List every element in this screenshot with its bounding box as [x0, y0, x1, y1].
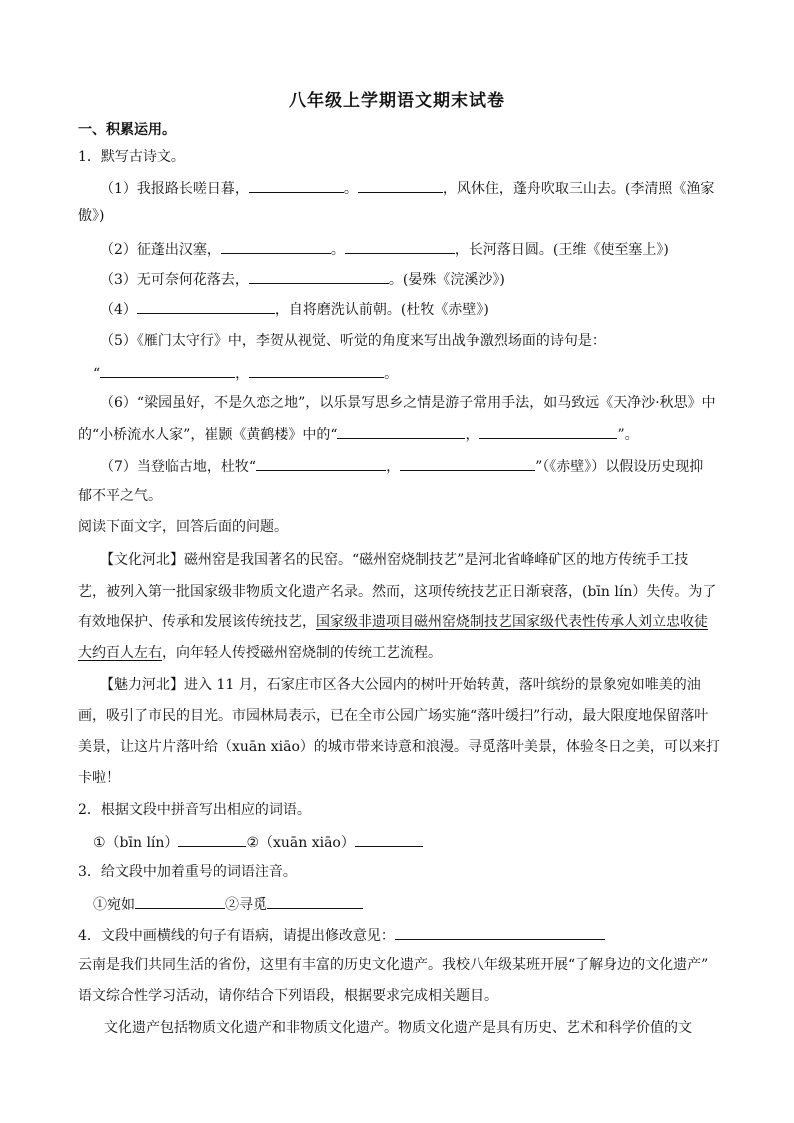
answer-blank[interactable]	[221, 238, 331, 254]
passage-2-line: 画，吸引了市民的目光。市园林局表示，已在全市公园广场实施“落叶缓扫”行动，最大限度地保留落叶	[78, 708, 709, 724]
passage-1-line: 有效地保护、传承和发展该传统技艺，国家级非遗项目磁州窑烧制技艺国家级代表性传承人刘立忠收徒	[78, 614, 708, 630]
passage-2-line: 卡啦！	[78, 770, 120, 786]
q1-item-3: （3）无可奈何花落去， 。(晏殊《浣溪沙》)	[100, 268, 505, 290]
question-2-stem: 2．根据文段中拼音写出相应的词语。	[78, 802, 311, 818]
question-1-stem: 1．默写古诗文。	[78, 149, 185, 165]
answer-blank[interactable]	[395, 924, 605, 940]
underlined-sentence: 国家级非遗项目磁州窑烧制技艺国家级代表性传承人刘立忠收徒	[316, 614, 708, 630]
q1-item-5: （5）《雁门太守行》中，李贺从视觉、听觉的角度来写出战争激烈场面的诗句是：	[100, 333, 606, 349]
q1-item-6-cont: 的“小桥流水人家”，崔颢《黄鹤楼》中的“ ， ”。	[78, 423, 639, 445]
answer-blank[interactable]	[358, 177, 443, 193]
question-3-answers: ①宛如 ②寻觅	[93, 893, 363, 915]
passage-3-line: 文化遗产包括物质文化遗产和非物质文化遗产。物质文化遗产是具有历史、艺术和科学价值的文	[104, 1020, 692, 1036]
passage-1-line: 大约百人左右，向年轻人传授磁州窑烧制的传统工艺流程。	[78, 645, 442, 661]
underlined-sentence: 大约百人左右	[78, 645, 162, 661]
passage-1-line: 艺，被列入第一批国家级非物质文化遗产名录。然而，这项传统技艺正日渐衰落，(bīn lín）失传。为了	[78, 584, 717, 600]
passage-3-line: 语文综合性学习活动，请你结合下列语段，根据要求完成相关题目。	[78, 988, 498, 1004]
answer-blank[interactable]	[256, 455, 386, 471]
answer-blank[interactable]	[337, 423, 465, 439]
passage-2-line: 美景，让这片片落叶给（xuān xiāo）的城市带来诗意和浪漫。寻觅落叶美景，体验冬日之美，可以来打	[78, 739, 720, 755]
q1-item-4: （4） ，自将磨洗认前朝。(杜牧《赤壁》)	[100, 298, 489, 320]
q1-item-1-cont: 傲》)	[78, 208, 105, 224]
answer-blank[interactable]	[267, 893, 363, 909]
answer-blank[interactable]	[100, 362, 235, 378]
passage-1-line: 【文化河北】磁州窑是我国著名的民窑。“磁州窑烧制技艺”是河北省峰峰矿区的地方传统手工技	[100, 552, 689, 568]
question-3-stem: 3．给文段中加着重号的词语注音。	[78, 864, 297, 880]
q1-item-6: （6）“梁园虽好，不是久恋之地”，以乐景写思乡之情是游子常用手法，如马致远《天净沙·秋思》中	[100, 395, 716, 411]
passage-2-line: 【魅力河北】进入 11 月，石家庄市区各大公园内的树叶开始转黄，落叶缤纷的景象宛如唯美的油	[100, 677, 701, 693]
answer-blank[interactable]	[400, 455, 535, 471]
q1-item-1: （1）我报路长嗟日暮， 。 ，风休住，蓬舟吹取三山去。(李清照《渔家	[100, 177, 714, 199]
page-title: 八年级上学期语文期末试卷	[289, 91, 505, 111]
q1-item-7: （7）当登临古地，杜牧“ ， ”（《赤壁》）以假设历史现抑	[100, 455, 703, 477]
question-2-answers: ①（bīn lín） ②（xuān xiāo）	[93, 831, 423, 853]
section-heading: 一、积累运用。	[78, 122, 176, 138]
q1-item-2: （2）征蓬出汉塞， 。 ，长河落日圆。(王维《使至塞上》)	[100, 238, 669, 260]
answer-blank[interactable]	[479, 423, 617, 439]
answer-blank[interactable]	[249, 177, 344, 193]
q1-item-7-cont: 郁不平之气。	[78, 488, 162, 504]
answer-blank[interactable]	[249, 362, 384, 378]
reading-intro: 阅读下面文字，回答后面的问题。	[78, 519, 288, 535]
answer-blank[interactable]	[345, 238, 455, 254]
q1-item-5-answer: “ ， 。	[93, 362, 398, 384]
answer-blank[interactable]	[355, 831, 423, 847]
answer-blank[interactable]	[137, 298, 275, 314]
answer-blank[interactable]	[249, 268, 389, 284]
passage-3-line: 云南是我们共同生活的省份，这里有丰富的历史文化遗产。我校八年级某班开展“了解身边的文化遗产”	[78, 957, 709, 973]
answer-blank[interactable]	[135, 893, 225, 909]
question-4-stem: 4．文段中画横线的句子有语病，请提出修改意见：	[78, 924, 605, 946]
answer-blank[interactable]	[178, 831, 246, 847]
